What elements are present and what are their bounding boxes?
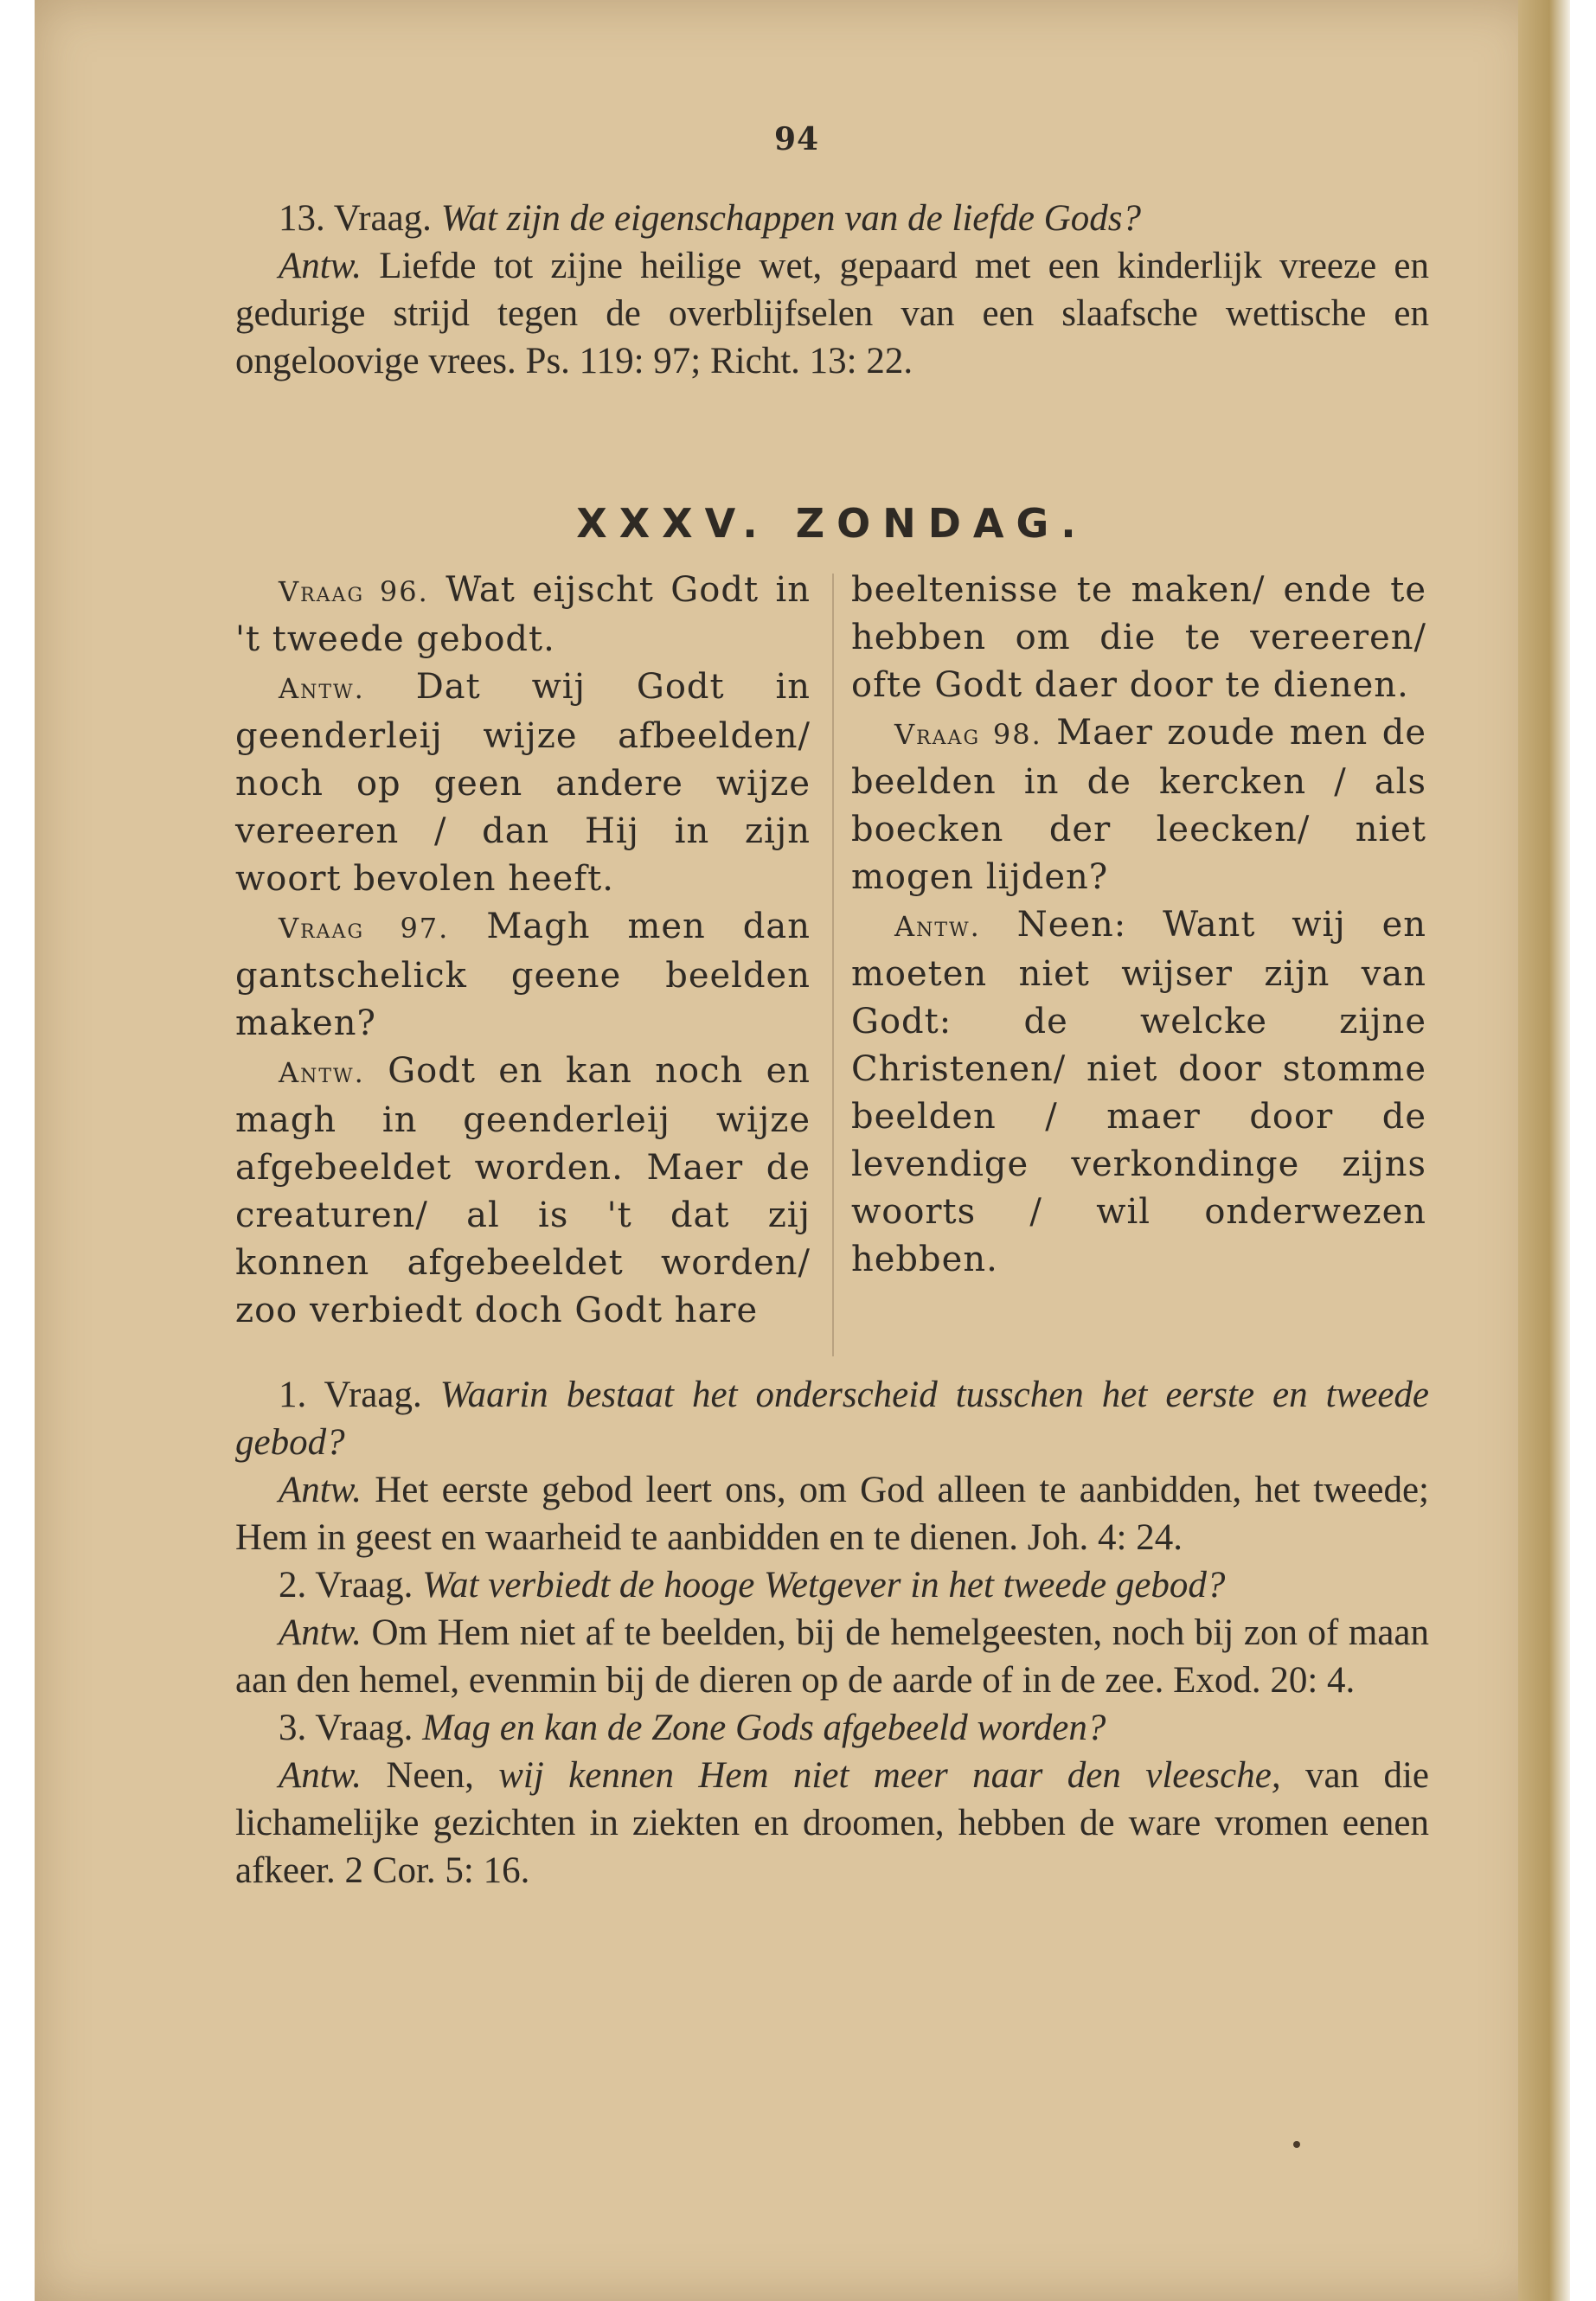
answer-1 [235,1466,1429,1561]
answer-96-label: Antw. [279,672,365,705]
question-98 [851,709,1426,901]
answer-2-text: Om Hem niet af te beelden, bij de hemelgeesten, noch bij zon of maan aan den hemel, evenmin bij de dieren op de aarde of in de zee. Exod. 20: 4. [235,1612,1430,1701]
answer-96-text: Dat wij Godt in geenderleij wijze afbeelden/ noch op geen andere wijze vereeren / dan Hij in zijn woort bevolen heeft. [235,667,811,899]
question-98-label: Vraag 98. [894,718,1042,751]
question-96-label: Vraag 96. [279,575,429,608]
question-13-label: 13. Vraag. [279,198,432,239]
question-2 [235,1561,1429,1609]
question-1-label: 1. Vraag. [279,1375,422,1415]
column-divider [832,574,834,1356]
two-column-section [235,567,1429,1371]
question-96 [235,567,811,663]
answer-98-text: Neen: Want wij en moeten niet wijser zijn van Godt: de welcke zijne Christenen/ niet door stomme beelden / maer door de levendige verkondinge zijns woorts / wil onderwezen hebben. [851,905,1426,1279]
answer-13-label: Antw. [279,246,362,286]
question-1 [235,1371,1429,1466]
answer-97-text: Godt en kan noch en magh in geenderleij wijze afgebeeldet worden. Maer de creaturen/ al is 't dat zij konnen afgebeeldet worden/ zoo verbiedt doch Godt hare [235,1051,811,1330]
question-1-text: Waarin bestaat het onderscheid tusschen het eerste en tweede gebod? [235,1375,1430,1463]
question-96-text: Wat eijscht Godt in 't tweede gebodt. [235,570,811,659]
question-2-text: Wat verbiedt de hooge Wetgever in het tweede gebod? [422,1565,1226,1606]
question-3-label: 3. Vraag. [279,1708,413,1748]
answer-3-text-italic: wij kennen Hem niet meer naar den vleesche, [498,1755,1281,1796]
answer-97-label: Antw. [279,1056,365,1089]
answer-2-label: Antw. [279,1612,362,1653]
page-edge [1518,0,1570,2301]
answer-1-label: Antw. [279,1470,362,1510]
answer-97-continuation-text: beeltenisse te maken/ ende te hebben om die te vereeren/ ofte Godt daer door te dienen. [851,570,1426,705]
commentary-block [235,1371,1429,1894]
answer-96 [235,663,811,903]
answer-98-label: Antw. [894,910,981,943]
answer-97-continuation [851,567,1426,709]
answer-3-text-part2: van die lichamelijke gezichten in ziekten en droomen, hebben de ware vromen eenen afkeer. 2 Cor. 5: 16. [235,1755,1429,1891]
answer-2 [235,1609,1429,1704]
question-2-label: 2. Vraag. [279,1565,413,1606]
question-3 [235,1704,1429,1752]
answer-3-label: Antw. [279,1755,362,1796]
answer-13-text: Liefde tot zijne heilige wet, gepaard met een kinderlijk vreeze en gedurige strijd tegen de overblijfselen van een slaafsche wettische en ongeloovige vrees. Ps. 119: 97; Richt. 13: 22. [235,246,1430,381]
answer-97 [235,1048,811,1335]
page-number: 94 [774,121,820,157]
left-column [235,567,811,1335]
question-3-text: Mag en kan de Zone Gods afgebeeld worden? [422,1708,1106,1748]
question-97 [235,903,811,1048]
question-13-block [235,195,1429,385]
right-column [851,567,1426,1284]
answer-3 [235,1752,1429,1894]
question-97-text: Magh men dan gantschelick geene beelden maken? [235,907,811,1043]
question-97-label: Vraag 97. [279,912,450,945]
answer-13 [235,242,1429,385]
question-13 [235,195,1429,242]
question-13-text: Wat zijn de eigenschappen van de liefde Gods? [440,198,1141,239]
ink-speck [1293,2141,1300,2148]
answer-98 [851,901,1426,1284]
question-98-text: Maer zoude men de beelden in de kercken / als boecken der leecken/ niet mogen lijden? [851,713,1426,897]
answer-3-text-part1: Neen, [386,1755,474,1796]
answer-1-text: Het eerste gebod leert ons, om God alleen te aanbidden, het tweede; Hem in geest en waarheid te aanbidden en te dienen. Joh. 4: 24. [235,1470,1429,1558]
section-heading: XXXV. ZONDAG. [576,500,1088,547]
